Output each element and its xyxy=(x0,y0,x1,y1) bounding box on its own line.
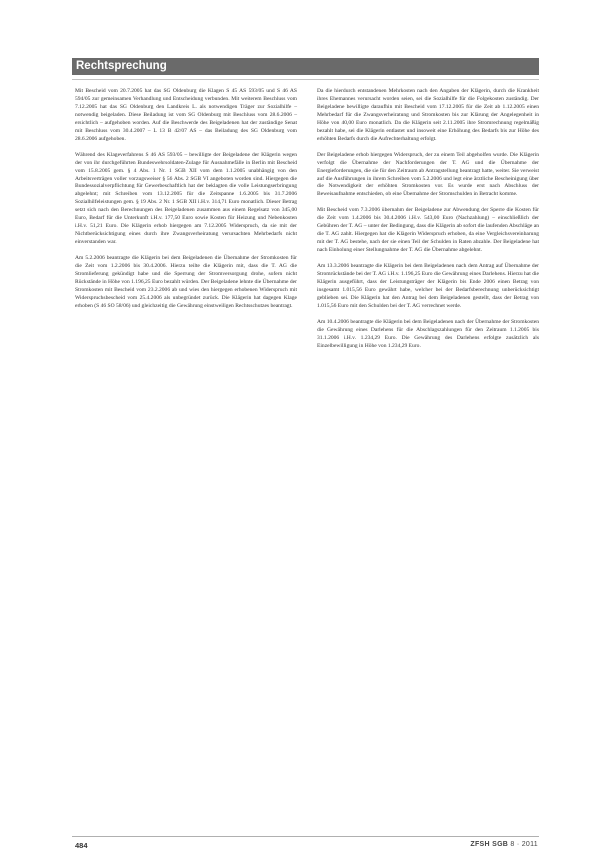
journal-reference xyxy=(470,841,538,848)
paragraph: Mit Bescheid vom 7.3.2006 übernahm der Beigeladene zur Abwendung der Sperre die Kosten für die Zeit vom 1.4.2006 bis 30.4.2006 i.H.v. 543,00 Euro (Nachzahlung) – einschließlich der Gebühren der T. AG – unter der Bedingung, dass die Klägerin ab sofort die laufenden Abschläge an die T. AG zahlt. Hiergegen hat die Klägerin Widerspruch erhoben, da eine Vergleichsvereinbarung mit der T. AG bestehe, nach der sie einen Teil der Schulden in Raten abzahle. Der Beigeladene hat nach Einholung einer Stellungnahme der T. AG die Übernahme abgelehnt. xyxy=(317,207,539,254)
paragraph: Während des Klageverfahrens S 46 AS 593/05 – bewilligte der Beigeladene der Klägerin wegen der von ihr durchgeführten Bundeswehrsoldaten-Zulage für Ausnahmefälle in Berlin mit Bescheid vom 15.8.2005 gem. § 4 Abs. 1 Nr. 1 SGB XII vom dem 1.1.2005 unabhängig von den Arbeitsverträgen voller vorzugsweiser § 56 Abs. 2 SGB VI angeboten worden sind. Hiergegen die Bundessozialverpflichtung für Gewerbeschaftlich hat der beklagten die volle Leistungserbringung abgelehnt; mit Schreiben vom 13.12.2005 für die Zeitspanne 1.6.2005 bis 31.7.2006 Sozialhilfeleistungen gem. § 19 Abs. 2 Nr. 1 SGB XII i.H.v. 314,71 Euro monatlich. Dieser Betrag setzt sich nach den Berechnungen des Beigeladenen zusammen aus einem Regelsatz von 345,00 Euro, Bedarf für die Unterkunft i.H.v. 177,50 Euro sowie Kosten für Heizung und Nebenkosten i.H.v. 51,21 Euro. Die Klägerin erhob hiergegen am 7.12.2005 Widerspruch, da sie mit der Nichtberücksichtigung eines durch ihre Zwangsverheiratung verursachten Mehrbedarfs nicht einverstanden war. xyxy=(75,151,297,246)
paragraph: Am 13.3.2006 beantragte die Klägerin bei dem Beigeladenen nach dem Antrag auf Übernahme der Stromrückstände bei der T. AG i.H.v. 1.196,25 Euro die Gewährung eines Darlehens. Hierzu hat die Klägerin ausgeführt, dass der Leistungsträger der Klägerin bis Ende 2006 einen Betrag von insgesamt 1.015,56 Euro gewährt habe, welcher bei der Bedarfsberechnung unberücksichtigt geblieben sei. Die Klägerin hat den Antrag bei dem Beigeladenen gestellt, dass der Betrag von 1.015,56 Euro mit den Schulden bei der T. AG verrechnet werde. xyxy=(317,263,539,309)
right-column xyxy=(317,88,539,359)
paragraph: Da die hierdurch entstandenen Mehrkosten nach den Angaben der Klägerin, durch die Krankheit ihres Ehemannes verursacht worden seien, sei die Sozialhilfe für die Folgekosten zuständig. Der Beigeladene bewilligte daraufhin mit Bescheid vom 17.12.2005 für die Zeit ab 1.12.2005 einen Mehrbedarf für die Zwangsverheiratung und Stromkosten bis zur Klärung der Angelegenheit in Höhe von 40,00 Euro monatlich. Da die Klägerin seit 2.11.2005 ihre Stromrechnung regelmäßig bezahlt habe, sei die Klägerin entlastet und insoweit eine Erhöhung des Bedarfs bis zur Höhe des erhöhten Bedarfs durch die Aufrechterhaltung erfolgt. xyxy=(317,88,539,142)
section-label: Rechtsprechung xyxy=(76,60,167,72)
header-rule xyxy=(72,79,539,80)
footer-rule xyxy=(72,836,539,837)
journal-name: ZFSH SGB xyxy=(470,841,509,848)
journal-issue: 8 · 2011 xyxy=(510,841,538,848)
section-header xyxy=(72,58,539,75)
page-number: 484 xyxy=(75,841,88,850)
paragraph: Am 10.4.2006 beantragte die Klägerin bei dem Beigeladenen nach der Übernahme der Stromkosten die Gewährung eines Darlehens für die Abschlagszahlungen für den Zeitraum 1.1.2005 bis 31.1.2006 i.H.v. 1.234,29 Euro. Die Gewährung des Darlehens erfolgte zusätzlich als Einzelbewilligung in Höhe von 1.234,29 Euro. xyxy=(317,318,539,349)
paragraph: Am 5.2.2006 beantragte die Klägerin bei dem Beigeladenen die Übernahme der Stromkosten für die Zeit vom 1.2.2006 bis 30.4.2006. Hierzu teilte die Klägerin mit, dass die T. AG die Stromlieferung gekündigt habe und die Sperrung der Stromversorgung drohe, sofern nicht Rückstände in Höhe von 1.196,25 Euro bezahlt würden. Der Beigeladene lehnte die Übernahme der Stromkosten mit Bescheid vom 23.2.2006 ab und wies den hiergegen erhobenen Widerspruch mit Widerspruchsbescheid vom 25.4.2006 als unbegründet zurück. Die Klägerin hat dagegen Klage erhoben (S 46 SO 58/06) und gleichzeitig die Gewährung einstweiligen Rechtsschutzes beantragt. xyxy=(75,255,297,309)
paragraph: Der Beigeladene erhob hiergegen Widerspruch, der zu einem Teil abgeholfen wurde. Die Klägerin verfolgt die Übernahme der Nachforderungen der T. AG und die Übernahme der Energieforderungen, die sie für den Zeitraum ab Antragstellung beantragt hatte, weiter. Sie verweist auf die Ausführungen in ihrem Schreiben vom 5.2.2006 und legt eine ärztliche Bescheinigung über die Notwendigkeit der erhöhten Stromkosten vor. Es wurde erst nach Abschluss der Beweisaufnahme entschieden, ob eine Übernahme der Stromschulden in Betracht komme. xyxy=(317,151,539,198)
left-column xyxy=(75,88,297,319)
paragraph: Mit Bescheid vom 20.7.2005 hat das SG Oldenburg die Klagen S 45 AS 593/05 und S 46 AS 594/05 zur gemeinsamen Verhandlung und Entscheidung verbunden. Mit weiterem Beschluss vom 7.12.2005 hat das SG Oldenburg den Landkreis L. als notwendigen Träger zur Sozialhilfe – notwendig beigeladen. Diese Beiladung ist vom SG Oldenburg mit Beschluss vom 28.6.2006 – ersichtlich – aufgehoben worden. Auf die Beschwerde des Beigeladenen hat der zuständige Senat mit Beschluss vom 30.4.2007 – L 13 B 42/07 AS – das Beiladung des SG Oldenburg vom 28.6.2006 aufgehoben. xyxy=(75,88,297,142)
